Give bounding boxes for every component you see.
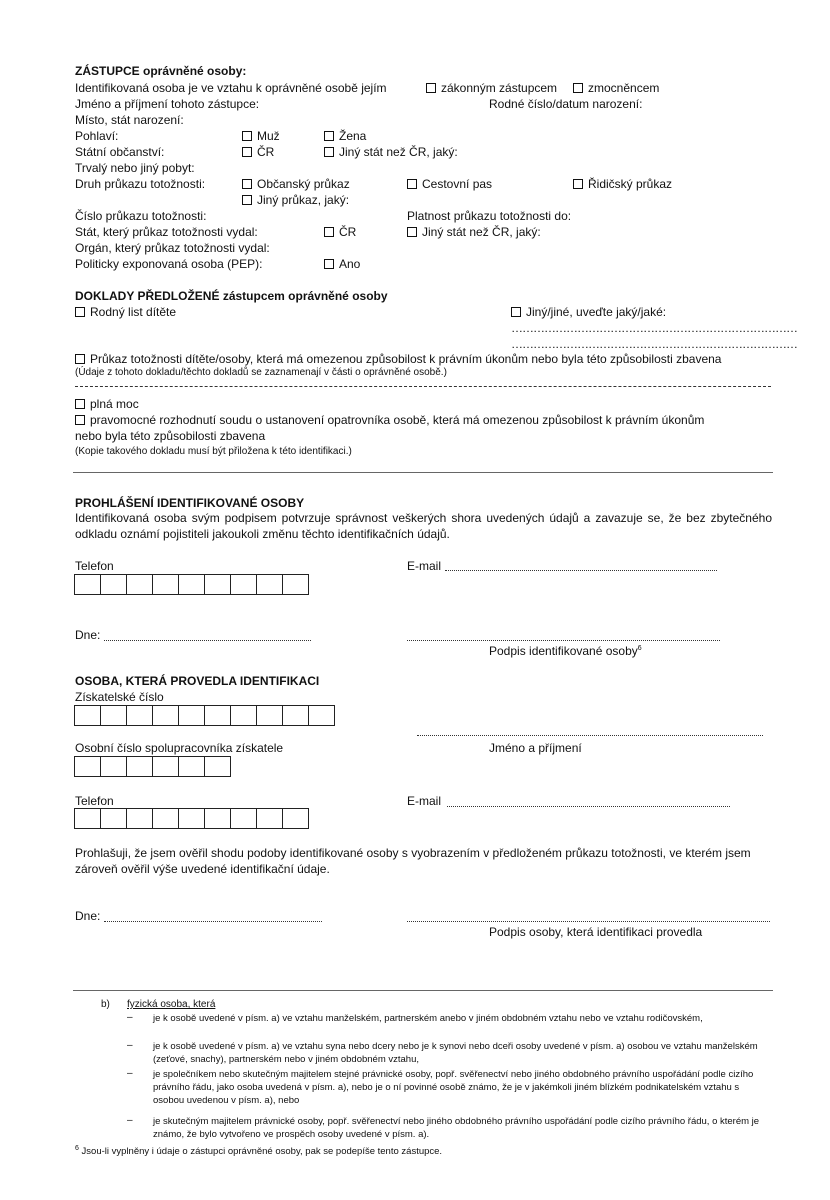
checkbox[interactable] [324, 259, 334, 269]
court-decision-option[interactable]: pravomocné rozhodnutí soudu o ustanovení opatrovníka osobě, která má omezenou způsobilost k právním úkonům [75, 413, 704, 427]
checkbox[interactable] [324, 147, 334, 157]
phone-boxes[interactable] [74, 574, 308, 595]
other-docs-line-1[interactable]: …………………………………………………………………… [511, 321, 797, 335]
name-field[interactable] [417, 735, 763, 736]
citizenship-other-option[interactable]: Jiný stát než ČR, jaký: [324, 145, 458, 159]
citizenship-cr-option[interactable]: ČR [242, 145, 274, 159]
checkbox[interactable] [75, 354, 85, 364]
identifier-date-field[interactable] [104, 921, 322, 922]
signature-field[interactable] [407, 640, 720, 641]
birth-cert-option[interactable]: Rodný list dítěte [75, 305, 176, 319]
identifier-declaration: Prohlašuji, že jsem ověřil shodu podoby identifikované osoby s vyobrazením v předloženém průkazu totožnosti, ve kterém jsem zároveň ověřil výše uvedené identifikační údaje. [75, 846, 751, 876]
zastupce-heading: ZÁSTUPCE oprávněné osoby: [75, 64, 247, 78]
personal-no-boxes[interactable] [74, 756, 230, 777]
date-label: Dne: [75, 628, 101, 642]
id-validity-label: Platnost průkazu totožnosti do: [407, 209, 572, 223]
issuing-other-option[interactable]: Jiný stát než ČR, jaký: [407, 225, 541, 239]
other-docs-option[interactable]: Jiný/jiné, uveďte jaký/jaké: [511, 305, 666, 319]
personal-no-label: Osobní číslo spolupracovníka získatele [75, 741, 284, 755]
identifier-email-field[interactable] [447, 806, 730, 807]
identifier-signature-label: Podpis osoby, která identifikaci provedla [489, 925, 703, 939]
section-divider [73, 472, 773, 473]
id-other-option[interactable]: Jiný průkaz, jaký: [242, 193, 349, 207]
identifier-email-label: E-mail [407, 794, 442, 808]
issuing-state-label: Stát, který průkaz totožnosti vydal: [75, 225, 258, 239]
issuing-body-label: Orgán, který průkaz totožnosti vydal: [75, 241, 270, 255]
checkbox[interactable] [75, 415, 85, 425]
identifier-heading: OSOBA, KTERÁ PROVEDLA IDENTIFIKACI [75, 674, 320, 688]
signature-label: Podpis identifikované osoby$^6$ [489, 644, 642, 658]
pep-label: Politicky exponovaná osoba (PEP): [75, 257, 263, 271]
acquirer-no-label: Získatelské číslo [75, 690, 164, 704]
court-decision-line2: nebo byla této způsobilosti zbavena [75, 429, 266, 443]
place-label: Místo, stát narození: [75, 113, 184, 127]
footnote-item-4: je skutečným majitelem právnické osoby, popř. svěřenectví nebo jiného obdobného právního uspořádání podle cizího právního řádu, o kterém je známo, že bylo vytvořeno ve prospěch osoby uvedené v písm. a). [153, 1116, 760, 1140]
rep-name-label: Jméno a příjmení tohoto zástupce: [75, 97, 260, 111]
declaration-heading: PROHLÁŠENÍ IDENTIFIKOVANÉ OSOBY [75, 496, 305, 510]
phone-label: Telefon [75, 559, 114, 573]
attorney-option[interactable]: zmocněncem [573, 81, 659, 95]
bullet: – [127, 1040, 133, 1051]
footnote-divider [73, 990, 773, 991]
acquirer-no-boxes[interactable] [74, 705, 334, 726]
id-civil-option[interactable]: Občanský průkaz [242, 177, 350, 191]
male-option[interactable]: Muž [242, 129, 280, 143]
female-option[interactable]: Žena [324, 129, 366, 143]
bullet: – [127, 1115, 133, 1126]
checkbox[interactable] [426, 83, 436, 93]
legal-rep-option[interactable]: zákonným zástupcem [426, 81, 557, 95]
email-field[interactable] [445, 570, 717, 571]
checkbox[interactable] [407, 227, 417, 237]
footnote-title: fyzická osoba, která [127, 999, 216, 1010]
gender-label: Pohlaví: [75, 129, 119, 143]
court-note: (Kopie takového dokladu musí být přiložena k této identifikaci.) [75, 446, 352, 457]
checkbox[interactable] [573, 179, 583, 189]
identifier-phone-label: Telefon [75, 794, 114, 808]
checkbox[interactable] [573, 83, 583, 93]
checkbox[interactable] [324, 227, 334, 237]
residence-label: Trvalý nebo jiný pobyt: [75, 161, 195, 175]
checkbox[interactable] [242, 195, 252, 205]
bullet: – [127, 1012, 133, 1023]
footnote-item-2: je k osobě uvedené v písm. a) ve vztahu syna nebo dcery nebo je k synovi nebo dceři osoby uvedené v písm. a) osobou ve vztahu manželském (zeťové, snachy), partnerském nebo v jiném obdobném vztahu, [153, 1041, 758, 1065]
pep-yes-option[interactable]: Ano [324, 257, 360, 271]
date-field[interactable] [104, 640, 311, 641]
footnote-item-3: je společníkem nebo skutečným majitelem stejné právnické osoby, popř. svěřenectví nebo jiného obdobného právního uspořádání podle cizího právního řádu, jako osoba uvedená v písm. a), nebo je o ní povinné osobě známo, že je v jakémkoli jiném blízkém podnikatelském vztahu s osobou uvedenou v písm. a), nebo [153, 1069, 754, 1106]
checkbox[interactable] [75, 399, 85, 409]
doklady-heading: DOKLADY PŘEDLOŽENÉ zástupcem oprávněné osoby [75, 289, 388, 303]
checkbox[interactable] [511, 307, 521, 317]
other-docs-line-2[interactable]: …………………………………………………………………… [511, 337, 797, 351]
dashed-divider [75, 386, 771, 387]
id-driver-option[interactable]: Řidičský průkaz [573, 177, 672, 191]
footnote-letter: b) [101, 999, 110, 1010]
checkbox[interactable] [242, 179, 252, 189]
identifier-signature-field[interactable] [407, 921, 770, 922]
id-passport-option[interactable]: Cestovní pas [407, 177, 492, 191]
citizenship-label: Státní občanství: [75, 145, 165, 159]
declaration-text: Identifikovaná osoba svým podpisem potvrzuje správnost veškerých shora uvedených údajů a zavazuje se, že bez zbytečného odkladu oznámí pojistiteli jakoukoli změnu těchto identifikačních údajů. [75, 511, 772, 541]
email-label: E-mail [407, 559, 442, 573]
issuing-cr-option[interactable]: ČR [324, 225, 356, 239]
relation-label: Identifikovaná osoba je ve vztahu k oprávněné osobě jejím [75, 81, 387, 95]
checkbox[interactable] [75, 307, 85, 317]
identifier-phone-boxes[interactable] [74, 808, 308, 829]
footnote-6: $^6$ Jsou-li vyplněny i údaje o zástupci oprávněné osoby, pak se podepíše tento zástupce. [75, 1145, 443, 1158]
child-id-note: (Údaje z tohoto dokladu/těchto dokladů se zaznamenají v části o oprávněné osobě.) [75, 367, 447, 378]
checkbox[interactable] [242, 131, 252, 141]
id-type-label: Druh průkazu totožnosti: [75, 177, 206, 191]
identifier-date-label: Dne: [75, 909, 101, 923]
birth-label: Rodné číslo/datum narození: [489, 97, 643, 111]
id-number-label: Číslo průkazu totožnosti: [75, 209, 207, 223]
child-id-option[interactable]: Průkaz totožnosti dítěte/osoby, která má omezenou způsobilost k právním úkonům nebo byla této způsobilosti zbavena [75, 352, 721, 366]
checkbox[interactable] [324, 131, 334, 141]
checkbox[interactable] [242, 147, 252, 157]
poa-option[interactable]: plná moc [75, 397, 139, 411]
checkbox[interactable] [407, 179, 417, 189]
name-label: Jméno a příjmení [489, 741, 582, 755]
footnote-item-1: je k osobě uvedené v písm. a) ve vztahu manželském, partnerském anebo v jiném obdobném vztahu nebo ve vztahu rodičovském, [153, 1013, 703, 1024]
bullet: – [127, 1068, 133, 1079]
